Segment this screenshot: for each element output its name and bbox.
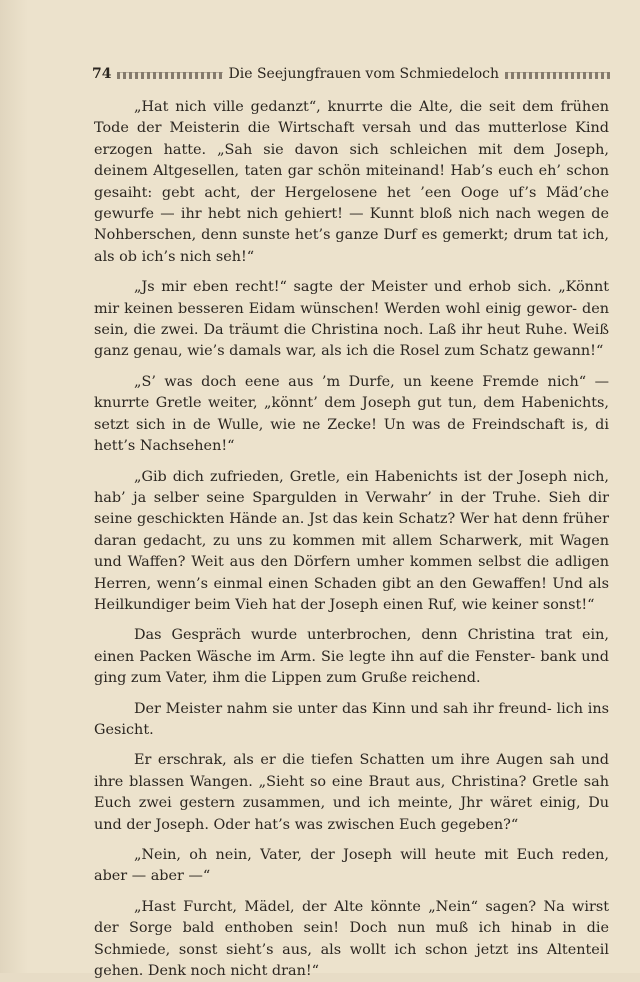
- paragraph: Der Meister nahm sie unter das Kinn und sah ihr freund- lich ins Gesicht.: [94, 700, 609, 738]
- paragraph: Er erschrak, als er die tiefen Schatten um ihre Augen sah und ihre blassen Wangen. „Sieht so eine Braut aus, Christina? Gretle sah Euch zwei gestern zusammen, und ich meinte, Jhr wäret einig, Du und der Joseph. Oder hat’s was zwischen Euch gegeben?“: [94, 752, 609, 833]
- paragraph: „Nein, oh nein, Vater, der Joseph will heute mit Euch reden, aber — aber —“: [94, 847, 609, 885]
- paragraph: Das Gespräch wurde unterbrochen, denn Christina trat ein, einen Packen Wäsche im Arm. Sie legte ihn auf die Fenster- bank und ging zum Vater, ihm die Lippen zum Gruße reichend.: [94, 627, 609, 687]
- running-title: Die Seejungfrauen vom Schmiedeloch: [228, 66, 499, 82]
- paragraph: „Hast Furcht, Mädel, der Alte könnte „Nein“ sagen? Na wirst der Sorge bald enthoben sein! Doch nun muß ich hinab in die Schmiede, sonst sieht’s aus, als wollt ich schon jetzt ins Altenteil gehen. Denk noch nicht dran!“: [94, 898, 609, 980]
- paragraph: „S’ was doch eene aus ’m Durfe, un keene Fremde nich“ — knurrte Gretle weiter, „könnt’ dem Joseph gut tun, dem Habenichts, setzt sich in de Wulle, wie ne Zecke! Un was de Freindschaft is, di hett’s Nachsehen!“: [94, 373, 609, 455]
- page-number: 74: [92, 66, 112, 82]
- paragraph: „Hat nich ville gedanzt“, knurrte die Alte, die seit dem frühen Tode der Meisterin die Wirtschaft versah und das mutterlose Kind erzogen hatte. „Sah sie davon sich schleichen mit dem Joseph, deinem Altgesellen, taten gar schön miteinand! Hab’s euch eh’ schon gesaiht: gebt acht, der Hergelosene het ’een Ooge uf’s Mäd’che gewurfe — ihr hebt nich gehiert! — Kunnt bloß nich nach wegen de Nohberschen, denn sunste het’s ganze Durf es gemerkt; drum tat ich, als ob ich’s nich seh!“: [94, 99, 609, 265]
- paragraph: „Js mir eben recht!“ sagte der Meister und erhob sich. „Könnt mir keinen besseren Eidam wünschen! Werden wohl einig gewor- den sein, die zwei. Da träumt die Christina noch. Laß ihr heut Ruhe. Weiß ganz genau, wie’s damals war, als ich die Rosel zum Schatz gewann!“: [94, 279, 609, 360]
- page-body: [94, 97, 609, 982]
- ornament-right: [505, 72, 610, 79]
- page-header: [92, 64, 610, 84]
- paragraph: „Gib dich zufrieden, Gretle, ein Habenichts ist der Joseph nich, hab’ ja selber seine Spargulden in Verwahr’ in der Truhe. Sieh dir seine geschickten Hände an. Jst das kein Schatz? Wer hat denn früher daran gedacht, zu uns zu kommen mit allem Scharwerk, mit Wagen und Waffen? Weit aus den Dörfern umher kommen selbst die adligen Herren, wenn’s einmal einen Schaden gibt an den Gewaffen! Und als Heilkundiger beim Vieh hat der Joseph einen Ruf, wie keiner sonst!“: [94, 468, 609, 613]
- ornament-left: [117, 72, 222, 79]
